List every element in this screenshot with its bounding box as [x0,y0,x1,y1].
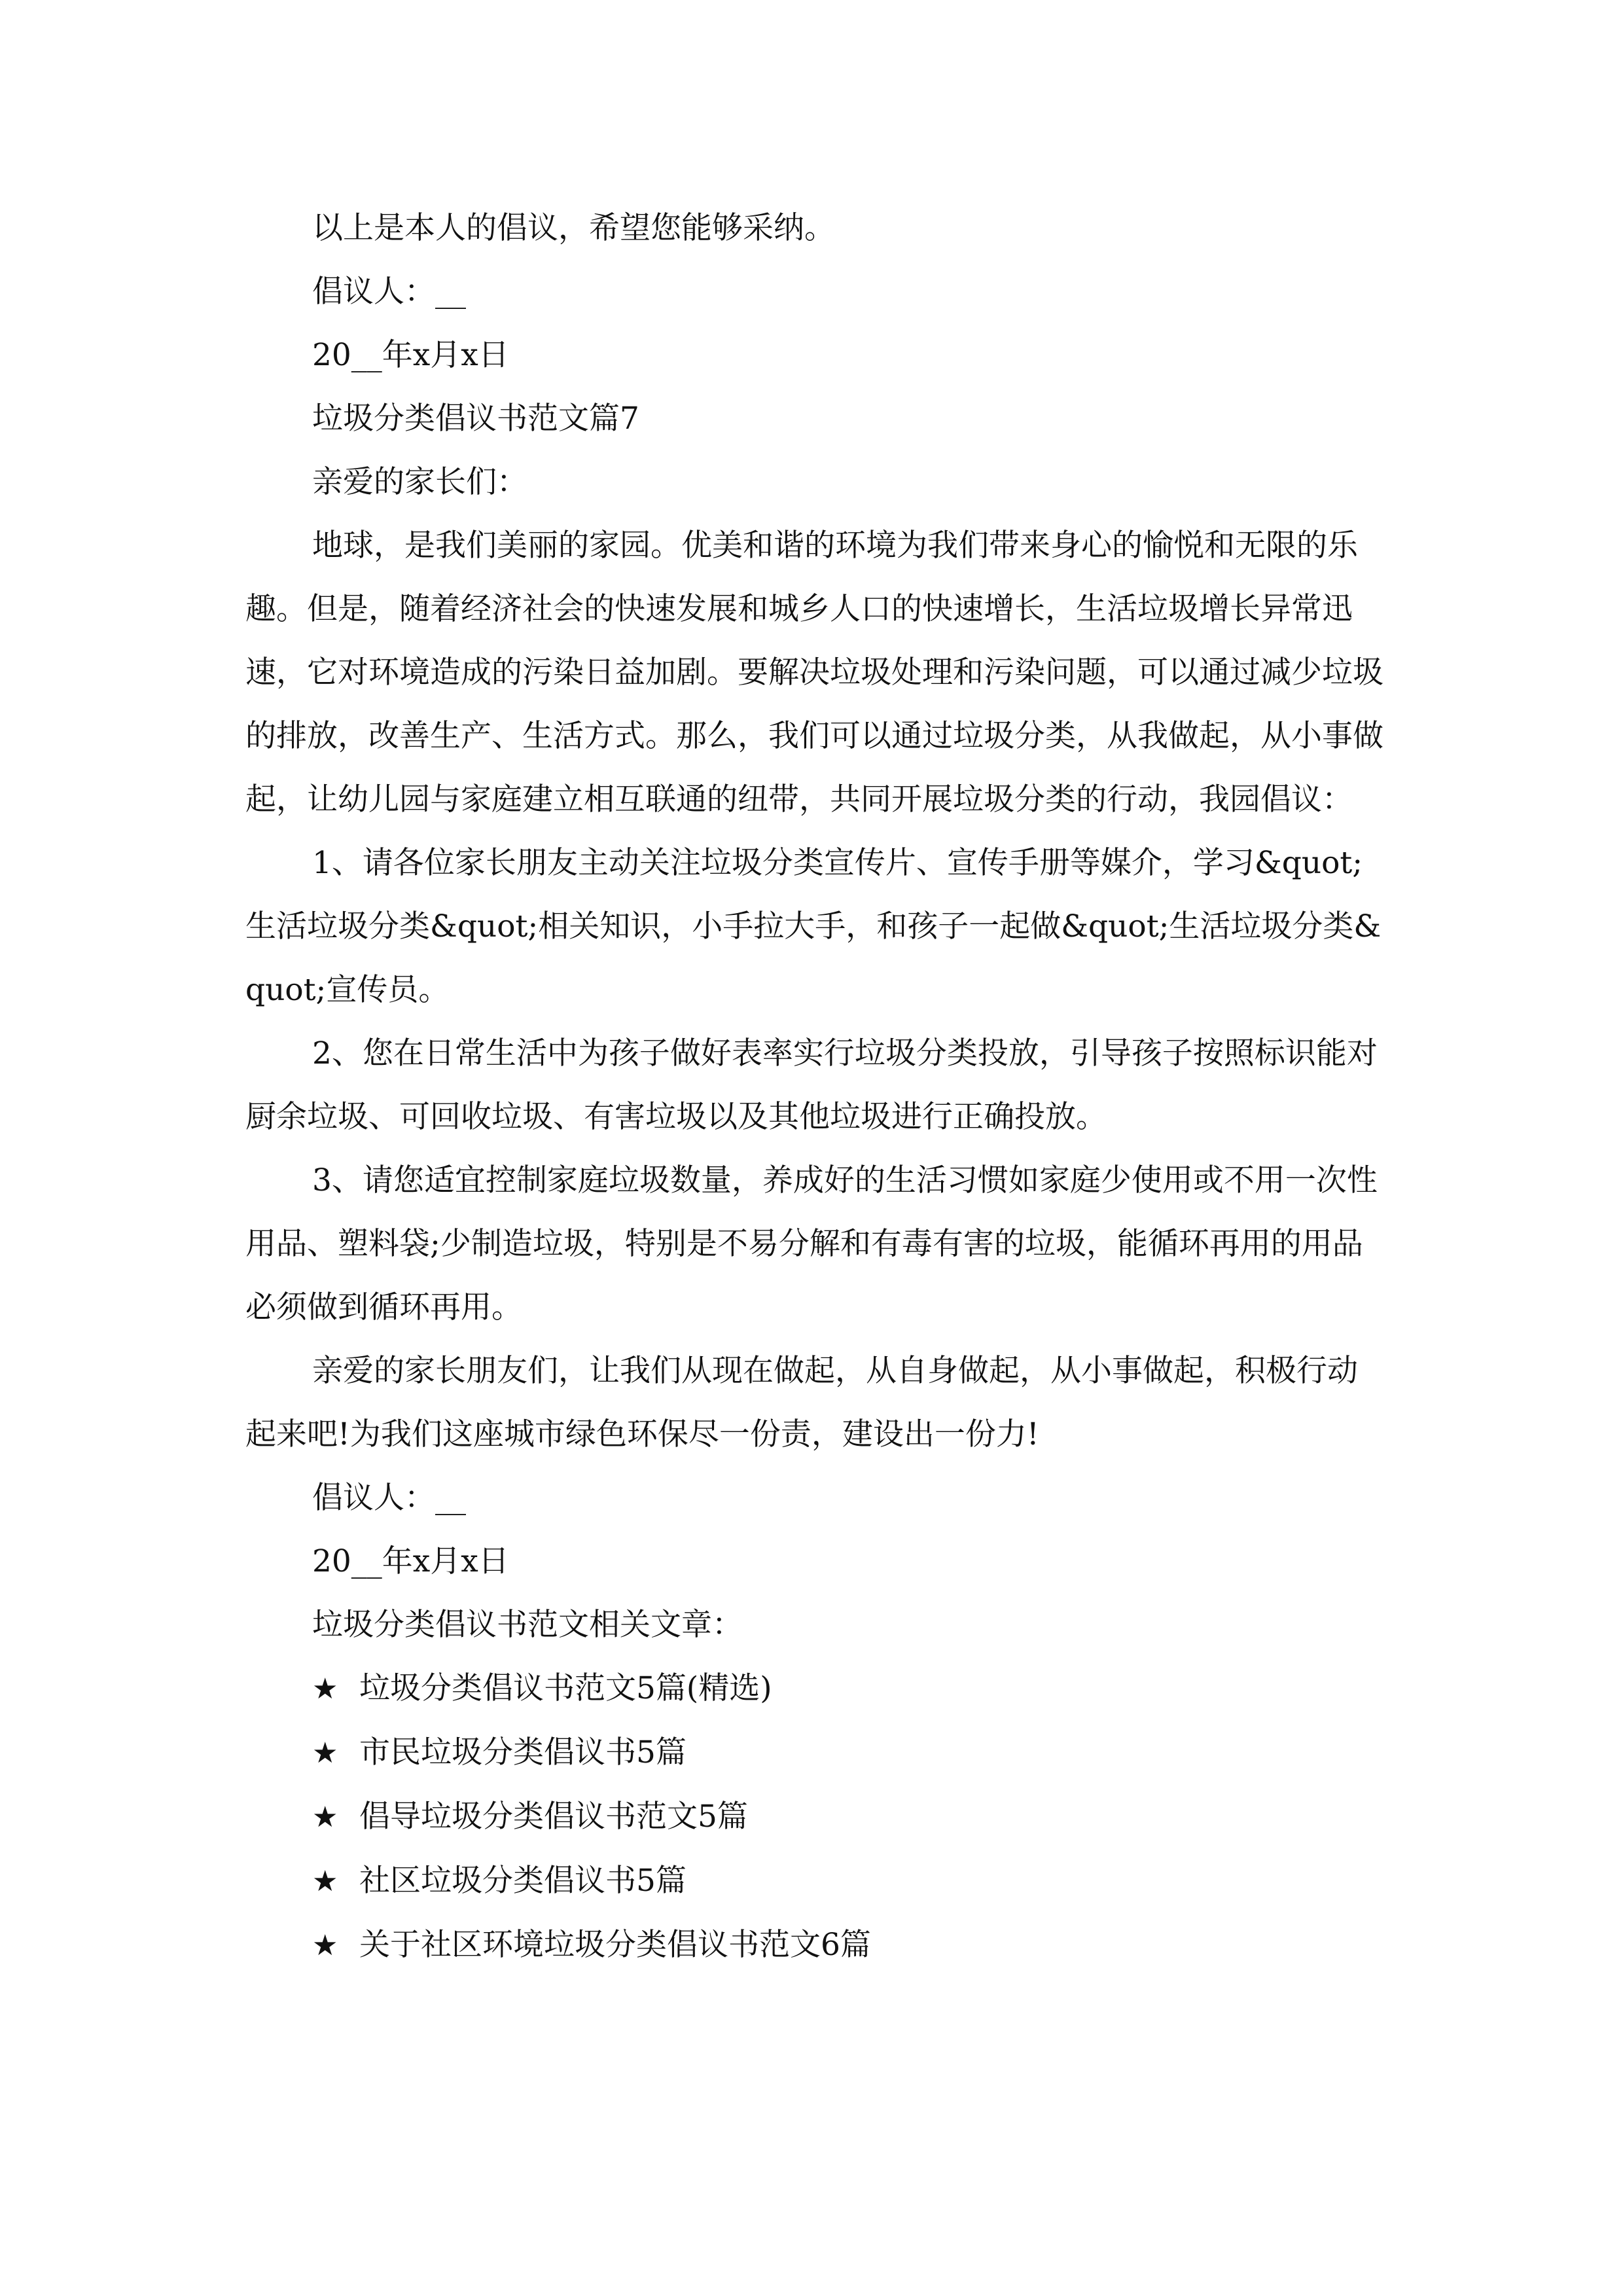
star-icon: ★ [312,1865,338,1898]
date-line-1: 20__年x月x日 [312,337,509,373]
body-paragraph-4: 3、请您适宜控制家庭垃圾数量，养成好的生活习惯如家庭少使用或不用一次性用品、塑料袋;少制造垃圾，特别是不易分解和有毒有害的垃圾，能循环再用的用品必须做到循环再用。 [245,1162,1378,1325]
related-article-link[interactable]: 倡导垃圾分类倡议书范文5篇 [359,1799,748,1835]
salutation: 亲爱的家长们： [312,464,527,500]
related-articles-heading: 垃圾分类倡议书范文相关文章： [312,1607,743,1643]
star-icon: ★ [312,1736,338,1770]
related-article-link[interactable]: 垃圾分类倡议书范文5篇(精选) [359,1670,772,1706]
star-icon: ★ [312,1801,338,1834]
closing-sentence: 以上是本人的倡议，希望您能够采纳。 [312,210,835,246]
star-icon: ★ [312,1929,338,1962]
related-article-link[interactable]: 市民垃圾分类倡议书5篇 [359,1734,687,1770]
related-article-link[interactable]: 关于社区环境垃圾分类倡议书范文6篇 [359,1927,871,1963]
body-paragraph-2: 1、请各位家长朋友主动关注垃圾分类宣传片、宣传手册等媒介，学习&quot;生活垃圾分类&quot;相关知识，小手拉大手，和孩子一起做&quot;生活垃圾分类&quot;宣传员。 [245,845,1382,1008]
section-title: 垃圾分类倡议书范文篇7 [312,401,639,437]
related-article-item[interactable] [245,1849,1384,1913]
signature-line-2: 倡议人：__ [312,1480,466,1516]
related-article-item[interactable] [245,1913,1384,1977]
document-content [245,196,1384,1977]
related-article-item[interactable] [245,1785,1384,1849]
related-articles-list [245,1657,1384,1977]
star-icon: ★ [312,1672,338,1706]
body-paragraph-3: 2、您在日常生活中为孩子做好表率实行垃圾分类投放，引导孩子按照标识能对厨余垃圾、可回收垃圾、有害垃圾以及其他垃圾进行正确投放。 [245,1035,1378,1135]
related-article-link[interactable]: 社区垃圾分类倡议书5篇 [359,1863,687,1899]
body-paragraph-1: 地球，是我们美丽的家园。优美和谐的环境为我们带来身心的愉悦和无限的乐趣。但是，随着经济社会的快速发展和城乡人口的快速增长，生活垃圾增长异常迅速，它对环境造成的污染日益加剧。要解决垃圾处理和污染问题，可以通过减少垃圾的排放，改善生产、生活方式。那么，我们可以通过垃圾分类，从我做起，从小事做起，让幼儿园与家庭建立相互联通的纽带，共同开展垃圾分类的行动，我园倡议： [245,528,1383,817]
date-line-2: 20__年x月x日 [312,1543,509,1579]
signature-line-1: 倡议人：__ [312,274,466,310]
body-paragraph-5: 亲爱的家长朋友们，让我们从现在做起，从自身做起，从小事做起，积极行动起来吧!为我们这座城市绿色环保尽一份责，建设出一份力! [245,1353,1358,1452]
related-article-item[interactable] [245,1657,1384,1721]
related-article-item[interactable] [245,1721,1384,1785]
